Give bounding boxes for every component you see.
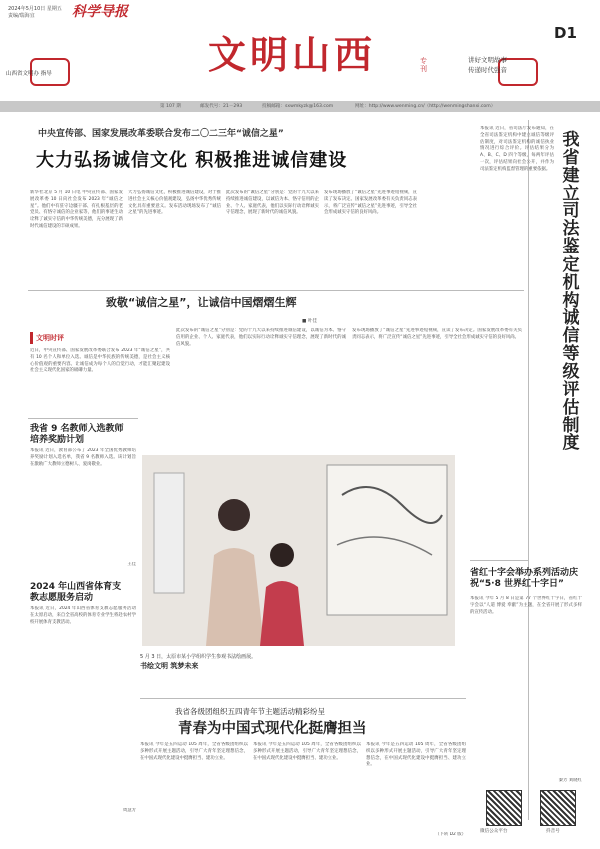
sidebar-body: 本报讯 近日，省司法厅发布通知，在全省司法鉴定机构中建立诚信等级评估制度，对司法鉴定机构的诚信执业情况进行综合评价。评估结果分为 A、B、C、D 四个等级，每两年评估一次，评估结果向社会公开，并作为司法鉴定机构监督管理的重要依据。 — [480, 126, 554, 172]
commentary-body: 近日，中央宣传部、国家发展改革委联合发布 2023 年“诚信之星”，共有 10 名个人和单位入选。诚信是中华民族的传统美德，是社会主义核心价值观的重要内容。让诚信成为每个人的自觉行动，才能汇聚起建设社会主义现代化国家的磅礴力量。 — [30, 348, 170, 374]
divider — [28, 418, 138, 419]
bottom-headline: 青春为中国式现代化挺膺担当 — [178, 720, 367, 737]
douyin-qr-code[interactable] — [540, 790, 576, 826]
divider — [28, 290, 524, 291]
teachers-author: 王佳 — [127, 562, 136, 567]
lead-col-1: 新华社北京 5 月 10 日电 中央宣传部、国家发展改革委 10 日向社会发布 2023 年“诚信之星”。他们中有驻守边疆干部、有扎根基层的老党员、有恪守诚信的企业家等，他们的事迹生动诠释了诚实守信的中华传统美德，充分展现了新时代诚信建设的丰硕成果。 — [30, 190, 123, 230]
bottom-subtitle: 我省各级团组织五四青年节主题活动精彩纷呈 — [175, 707, 325, 716]
commentary-label: 文明时评 — [30, 332, 80, 344]
lead-col-4: 发布现场播放了“诚信之星”先进事迹短视频，宣读了发布决定。国家发展改革委有关负责同志表示，将广泛宣传“诚信之星”先进事迹，引导全社会形成诚实守信的良好风尚。 — [324, 190, 417, 216]
slogan-line-2: 传递时代强音 — [468, 66, 507, 75]
news-photo — [142, 455, 455, 646]
teachers-body: 本报讯 近日，教育部公布了 2023 年全国优秀教师培养奖励计划入选名单，我省 9 名教师入选。该计划旨在激励广大教师立德树人、爱岗敬业。 — [30, 448, 136, 467]
teachers-title: 我省 9 名教师入选教师培养奖励计划 — [30, 424, 124, 446]
contribute-email: 投稿邮箱：sxwmkyzk@163.com — [262, 104, 334, 109]
masthead — [0, 0, 600, 112]
postal-code: 邮发代号：21－293 — [200, 104, 243, 109]
page-number: D1 — [554, 24, 577, 42]
sports-body: 本报讯 近日，2024 年山西省体育支教志愿服务活动在太原启动，来自全省高校的体育专业学生将赴农村学校开展体育支教活动。 — [30, 606, 136, 625]
slogan-line-1: 讲好文明故事 — [468, 56, 507, 64]
issue-number: 第 107 期 — [160, 104, 181, 109]
newspaper-brand: 科学导报 — [72, 4, 128, 20]
bottom-col-2: 本报讯 今年是五四运动 105 周年，全省各级团组织以多种形式开展主题活动，引导广大青年坚定理想信念，在中国式现代化建设中挺膺担当、建功立业。 — [253, 742, 361, 761]
lead-col-3: 此次发布的“诚信之星”分别是：党的十九大以来持续推进诚信建设，以诚信为本、恪守信用的企业、个人、家庭代表，他们以实际行动诠释诚实守信理念，展现了新时代的诚信风貌。 — [226, 190, 319, 216]
sidebar-title: 我省建立司法鉴定机构诚信等级评估制度 — [562, 130, 580, 454]
divider — [470, 560, 528, 561]
subhead-byline: ■ 叶佳 — [302, 319, 317, 324]
red-cross-title: 省红十字会举办系列活动庆祝“5·8 世界红十字日” — [470, 568, 579, 590]
bottom-col-3: 本报讯 今年是五四运动 105 周年，全省各级团组织以多种形式开展主题活动，引导广大青年坚定理想信念，在中国式现代化建设中挺膺担当、建功立业。 — [366, 742, 466, 768]
photo-caption-title: 书绘文明 筑梦未来 — [140, 662, 199, 670]
website-link[interactable]: 网址：http://www.wenming.cn/（http://wenmingshanxi.com） — [355, 104, 496, 109]
bottom-continue: （下转 D2 版） — [435, 832, 466, 837]
subhead-title: 致敬“诚信之星”，让诚信中国熠熠生辉 — [106, 296, 297, 309]
issue-date: 2024年5月10日 星期五 — [8, 6, 62, 12]
photo-caption: 5 月 3 日，太原市某小学组织学生参观书法绘画展。 — [140, 654, 257, 660]
lead-kicker: 中央宣传部、国家发展改革委联合发布二〇二三年“诚信之星” — [38, 129, 284, 139]
douyin-qr-label: 抖音号 — [546, 829, 560, 834]
divider — [140, 698, 466, 699]
commentary-col-3: 发布现场播放了“诚信之星”先进事迹短视频，宣读了发布决定。国家发展改革委有关负责同志表示，将广泛宣传“诚信之星”先进事迹，引导全社会形成诚实守信的良好风尚。 — [352, 328, 522, 340]
lead-col-2: 大力弘扬诚信文化，积极推进诚信建设，对于推进社会主义核心价值观建设，弘扬中华优秀传统文化具有重要意义。发布活动现场发布了“诚信之星”的先进事迹。 — [128, 190, 221, 216]
sports-title: 2024 年山西省体育支教志愿服务启动 — [30, 582, 122, 604]
editor-line: 责编/瑞海宜 — [8, 13, 35, 19]
masthead-motto: 山西省文明办 指导 — [6, 71, 52, 77]
bottom-col-1: 本报讯 今年是五四运动 105 周年，全省各级团组织以多种形式开展主题活动，引导广大青年坚定理想信念，在中国式现代化建设中挺膺担当、建功立业。 — [140, 742, 248, 761]
special-label: 专刊 — [420, 57, 427, 73]
slogan — [468, 55, 507, 76]
page-title: 文明山西 — [208, 32, 377, 77]
lead-headline: 大力弘扬诚信文化 积极推进诚信建设 — [36, 150, 348, 171]
red-cross-body: 本报讯 今年 5 月 8 日是第 77 个世界红十字日，省红十字会以“人道 博爱 奉献”为主题，在全省开展了形式多样的宣传活动。 — [470, 596, 582, 615]
issue-bar — [0, 101, 600, 112]
wechat-qr-label: 微信公众平台 — [480, 829, 508, 834]
red-cross-author: 秦芳 刘晓红 — [558, 778, 582, 783]
wechat-qr-code[interactable] — [486, 790, 522, 826]
photo-illustration — [142, 455, 455, 646]
sports-author: 周慧芳 — [122, 808, 136, 813]
commentary-col-2: 此次发布的“诚信之星”分别是：党的十九大以来持续推进诚信建设，以诚信为本、恪守信用的企业、个人、家庭代表，他们以实际行动诠释诚实守信理念，展现了新时代的诚信风貌。 — [176, 328, 346, 347]
